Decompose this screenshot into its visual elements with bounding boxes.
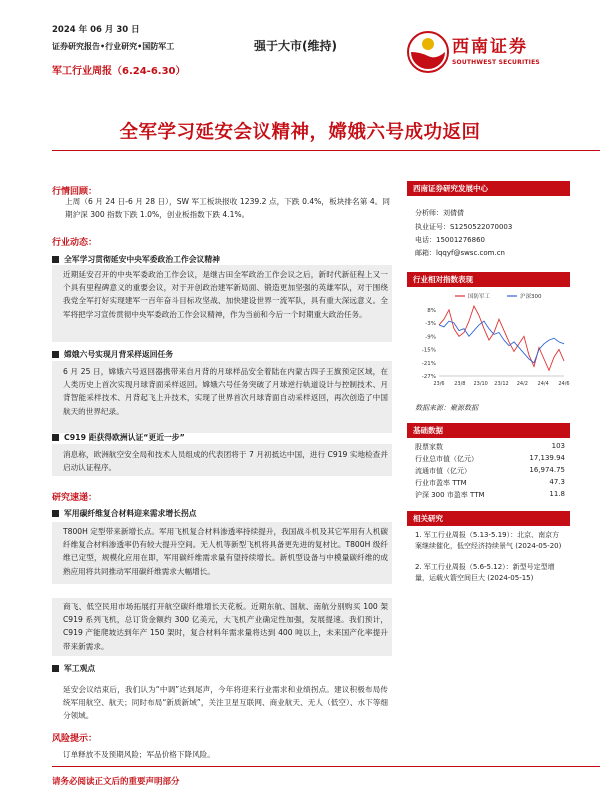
news-item-2-title [52,349,173,360]
basic-data-label: 行业市盈率 TTM [415,479,467,487]
risk-heading: 风险提示： [52,734,98,744]
bullet-icon [52,256,59,263]
news-item-3-title [52,432,185,443]
news-item-title: 全军学习贯彻延安中央军委政治工作会议精神 [64,255,220,264]
news-item-3-text: 消息称，欧洲航空安全局和技术人员组成的代表团将于 7 月初抵达中国，进行 C919 实地检查并启动认证程序。 [63,450,388,473]
research-item-title [52,508,197,519]
southwest-logo-icon [406,30,450,74]
basic-data-value: 47.3 [549,478,565,486]
report-type: 证券研究报告•行业研究•国防军工 [52,42,175,51]
news-item-1-text: 近期延安召开的中央军委政治工作会议，是继古田全军政治工作会议之后，新时代新征程上又一个具有里程碑意义的重要会议，对于开创政治建军新局面、锻造更加坚强的英雄军队，对于围绕我党全军打好实现建军一百年奋斗目标攻坚战、加快建设世界一流军队，具有重大深远意义。全军将把学习宣传贯彻中央军委政治工作会议精神，作为当前和今后一个时期重大政治任务。 [63,270,388,319]
basic-data-label: 流通市值（亿元） [415,467,471,475]
x-tick-label: 23/10 [473,381,488,387]
report-date: 2024 年 06 月 30 日 [52,25,140,35]
basic-data-row [415,490,565,501]
related-bar: 相关研究 [407,511,570,526]
report-title: 全军学习延安会议精神，嫦娥六号成功返回 [119,122,481,143]
email-label: 邮箱： [415,249,436,257]
basic-data-label: 沪深 300 市盈率 TTM [415,491,485,499]
phone-row [415,235,485,245]
basic-data-value: 17,139.94 [529,454,565,462]
email-row [415,248,505,258]
bullet-icon [52,665,59,672]
chart-source: 数据来源：聚源数据 [415,404,478,412]
footer-divider [52,766,600,767]
rating: 强于大市(维持) [254,39,337,53]
review-text: 上周（6 月 24 日-6 月 28 日），SW 军工板块报收 1239.2 点，下跌 0.4%，板块排名第 4。同期沪深 300 指数下跌 1.0%，创业板指数下跌 4.1%。 [65,197,390,220]
series-line-1 [439,321,564,363]
cert-label: 执业证号： [415,223,450,231]
x-tick-label: 24/4 [537,381,549,387]
basic-data-bar: 基础数据 [407,423,570,438]
x-tick-label: 23/6 [433,381,445,387]
basic-data-value: 103 [551,442,565,450]
basic-data-row [415,466,565,477]
logo-cn: 西南证券 [452,37,528,57]
cert-row [415,222,512,232]
y-tick-label: -27% [421,374,436,380]
phone: 15001276860 [436,236,485,244]
basic-data-label: 股票家数 [415,443,443,451]
x-tick-label: 24/6 [558,381,570,387]
x-tick-label: 24/2 [516,381,528,387]
research-title-text: 军用碳纤维复合材料迎来需求增长拐点 [64,509,197,518]
relative-index-chart [407,290,570,390]
view-title-text: 军工观点 [64,664,96,673]
related-item-2[interactable]: 2. 军工行业周报（5.6-5.12）：新型号定型增量，运载火箭空间巨大 (2024-05-15) [415,563,555,582]
view-title [52,663,95,674]
research-heading: 研究速递： [52,493,98,503]
news-item-title: C919 距获得欧洲认证“更近一步” [64,433,185,442]
research-para-2: 商飞、低空民用市场拓展打开航空碳纤维增长天花板。近期东航、国航、南航分别购买 100 架 C919 系列飞机，总订货金额约 300 亿美元，大飞机产业确定性加强，发展提速。我们预计，C919 产能爬坡达到年产 150 架时，复合材料年需求量将达到 400 吨以上，未来国产化率提升带来新需求。 [63,602,388,651]
view-text: 延安会议结束后，我们认为“中调”达到尾声，今年将迎来行业需求和业绩拐点。建议积极布局传统军用航空、航天；同时布局“新质新域”，关注卫星互联网、商业航天、无人（低空）、水下等细分领域。 [63,685,388,721]
bullet-icon [52,434,59,441]
analyst-label: 分析师： [415,209,443,217]
bullet-icon [52,510,59,517]
logo-en: SOUTHWEST SECURITIES [452,59,540,66]
bullet-icon [52,351,59,358]
x-tick-label: 23/8 [454,381,466,387]
institute-bar: 西南证券研究发展中心 [407,181,570,196]
series-line-0 [439,306,564,370]
chart-heading-bar: 行业相对指数表现 [407,272,570,287]
email-link[interactable]: lqqyf@swsc.com.cn [436,249,505,257]
x-tick-label: 23/12 [494,381,509,387]
title-divider [52,150,600,151]
research-para-1: T800H 定型带来新增长点。军用飞机复合材料渗透率持续提升，我国战斗机及其它军用有人机碳纤维复合材料渗透率仍有较大提升空间。无人机等新型飞机将具备更先进的复材比。T800H 级纤维已定型，规模化应用在即，军用碳纤维需求量有望持续增长。新机型设备与中模量碳纤维的成熟应用将共同推动军用碳纤维需求大幅增长。 [63,527,388,576]
phone-label: 电话： [415,236,436,244]
related-item-1[interactable]: 1. 军工行业周报（5.13-5.19）：北京、南京方案继续催化，低空经济持续景气 (2024-05-20) [415,531,562,550]
analyst-row [415,208,464,218]
weekly-label: 军工行业周报（6.24-6.30） [52,66,186,77]
risk-text: 订单释放不及预期风险；军品价格下降风险。 [63,750,215,759]
cert-no: S1250522070003 [450,223,513,231]
basic-data-value: 16,974.75 [529,466,565,474]
y-tick-label: -15% [421,347,436,354]
y-tick-label: -21% [421,360,436,367]
news-heading: 行业动态： [52,238,98,248]
news-item-1-title [52,254,220,265]
legend-label: 沪深300 [520,294,542,300]
basic-data-row [415,442,565,453]
basic-data-label: 行业总市值（亿元） [415,455,478,463]
basic-data-row [415,454,565,465]
legend-label: 国防军工 [468,294,491,300]
analyst-name: 刘倩倩 [443,209,464,217]
news-item-2-text: 6 月 25 日，嫦娥六号返回器携带来自月背的月球样品安全着陆在内蒙古四子王旗预定区域，在人类历史上首次实现月球背面采样返回。嫦娥六号任务突破了月球逆行轨道设计与控制技术、月背智能采样技术、月背起飞上升技术，实现了世界首次月球背面自动采样返回，再次创造了中国航天的世界纪录。 [63,367,388,416]
review-heading: 行情回顾： [52,187,98,197]
y-tick-label: -3% [425,321,436,328]
news-item-title: 嫦娥六号实现月背采样返回任务 [64,350,174,359]
footer-disclaimer: 请务必阅读正文后的重要声明部分 [52,777,180,787]
basic-data-value: 11.8 [549,490,565,498]
y-tick-label: 8% [427,308,436,314]
y-tick-label: -9% [425,334,436,341]
basic-data-row [415,478,565,489]
